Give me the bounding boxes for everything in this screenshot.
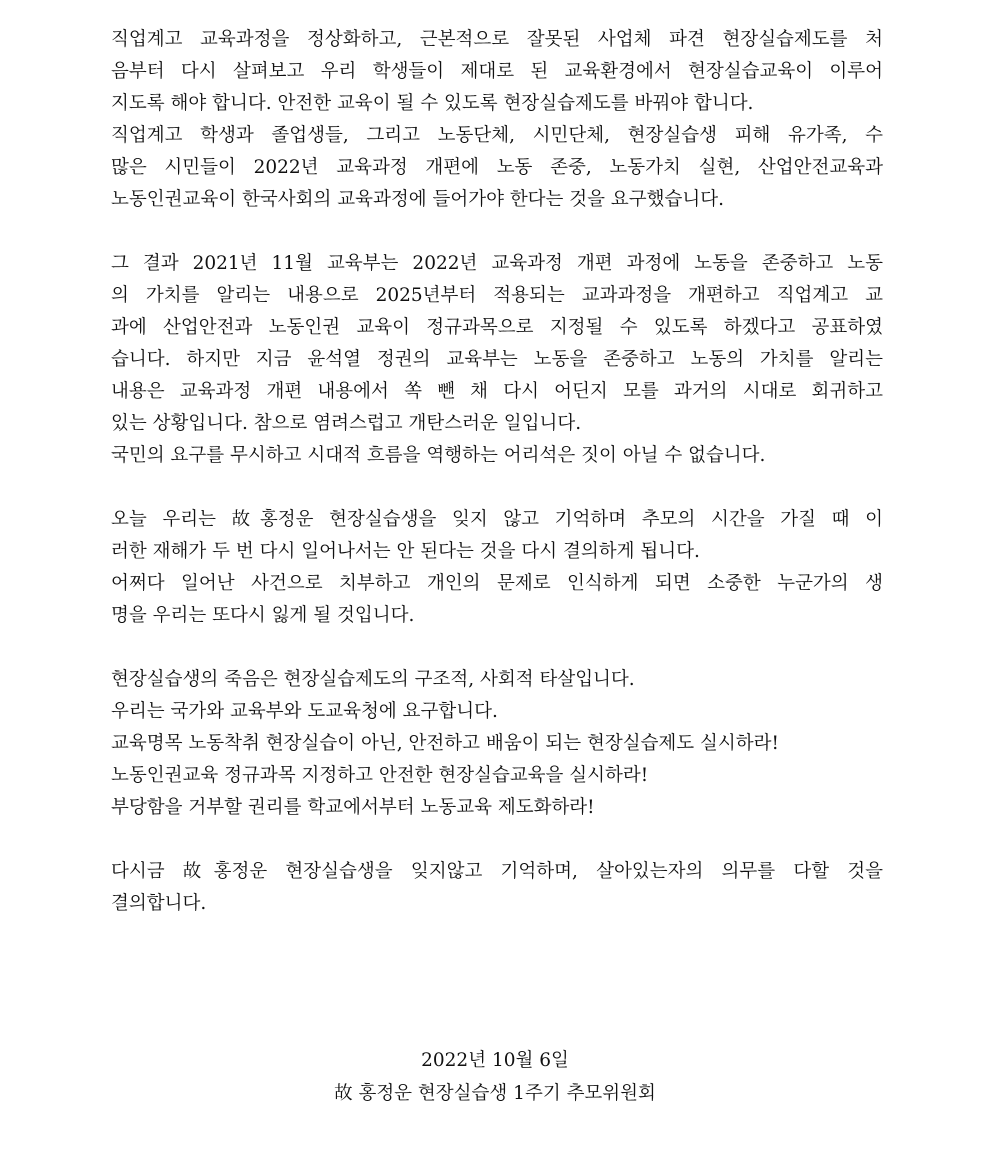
demand-line: 부당함을 거부할 권리를 학교에서부터 노동교육 제도화하라! — [111, 797, 595, 818]
paragraph-spacer — [111, 216, 883, 248]
text-line: 우리는 국가와 교육부와 도교육청에 요구합니다. — [111, 701, 498, 722]
text-line: 과에 산업안전과 노동인권 교육이 정규과목으로 지정될 수 있도록 하겠다고 공표하였 — [111, 317, 883, 338]
text-line: 현장실습생의 죽음은 현장실습제도의 구조적, 사회적 타살입니다. — [111, 669, 635, 690]
text-line: 직업계고 학생과 졸업생들, 그리고 노동단체, 시민단체, 현장실습생 피해 유가족, 수 — [111, 125, 883, 146]
statement-body — [111, 24, 883, 920]
text-line: 노동인권교육이 한국사회의 교육과정에 들어가야 한다는 것을 요구했습니다. — [111, 189, 725, 210]
statement-footer — [0, 1044, 990, 1110]
demand-line: 노동인권교육 정규과목 지정하고 안전한 현장실습교육을 실시하라! — [111, 765, 649, 786]
paragraph-spacer — [111, 632, 883, 664]
statement-signature: 故 홍정운 현장실습생 1주기 추모위원회 — [334, 1083, 656, 1104]
paragraph-4 — [111, 664, 883, 824]
text-line: 지도록 해야 합니다. 안전한 교육이 될 수 있도록 현장실습제도를 바꿔야 합니다. — [111, 93, 754, 114]
text-line: 다시금 故홍정운 현장실습생을 잊지않고 기억하며, 살아있는자의 의무를 다할 것을 — [111, 861, 883, 882]
paragraph-3 — [111, 504, 883, 632]
text-line: 그 결과 2021년 11월 교육부는 2022년 교육과정 개편 과정에 노동을 존중하고 노동 — [111, 253, 883, 274]
paragraph-1 — [111, 24, 883, 216]
text-line: 어쩌다 일어난 사건으로 치부하고 개인의 문제로 인식하게 되면 소중한 누군가의 생 — [111, 573, 883, 594]
text-line: 있는 상황입니다. 참으로 염려스럽고 개탄스러운 일입니다. — [111, 413, 582, 434]
text-line: 명을 우리는 또다시 잃게 될 것입니다. — [111, 605, 415, 626]
text-line: 의 가치를 알리는 내용으로 2025년부터 적용되는 교과과정을 개편하고 직업계고 교 — [111, 285, 883, 306]
text-line: 러한 재해가 두 번 다시 일어나서는 안 된다는 것을 다시 결의하게 됩니다. — [111, 541, 700, 562]
paragraph-spacer — [111, 824, 883, 856]
statement-date: 2022년 10월 6일 — [421, 1050, 569, 1071]
paragraph-5 — [111, 856, 883, 920]
text-line: 내용은 교육과정 개편 내용에서 쏙 뺀 채 다시 어딘지 모를 과거의 시대로 회귀하고 — [111, 381, 883, 402]
paragraph-spacer — [111, 472, 883, 504]
text-line: 국민의 요구를 무시하고 시대적 흐름을 역행하는 어리석은 짓이 아닐 수 없습니다. — [111, 445, 766, 466]
paragraph-2 — [111, 248, 883, 472]
text-line: 습니다. 하지만 지금 윤석열 정권의 교육부는 노동을 존중하고 노동의 가치를 알리는 — [111, 349, 883, 370]
text-line: 많은 시민들이 2022년 교육과정 개편에 노동 존중, 노동가치 실현, 산업안전교육과 — [111, 157, 883, 178]
demand-line: 교육명목 노동착취 현장실습이 아닌, 안전하고 배움이 되는 현장실습제도 실시하라! — [111, 733, 779, 754]
text-line: 오늘 우리는 故홍정운 현장실습생을 잊지 않고 기억하며 추모의 시간을 가질 때 이 — [111, 509, 883, 530]
text-line: 결의합니다. — [111, 893, 207, 914]
text-line: 음부터 다시 살펴보고 우리 학생들이 제대로 된 교육환경에서 현장실습교육이 이루어 — [111, 61, 883, 82]
text-line: 직업계고 교육과정을 정상화하고, 근본적으로 잘못된 사업체 파견 현장실습제도를 처 — [111, 29, 883, 50]
